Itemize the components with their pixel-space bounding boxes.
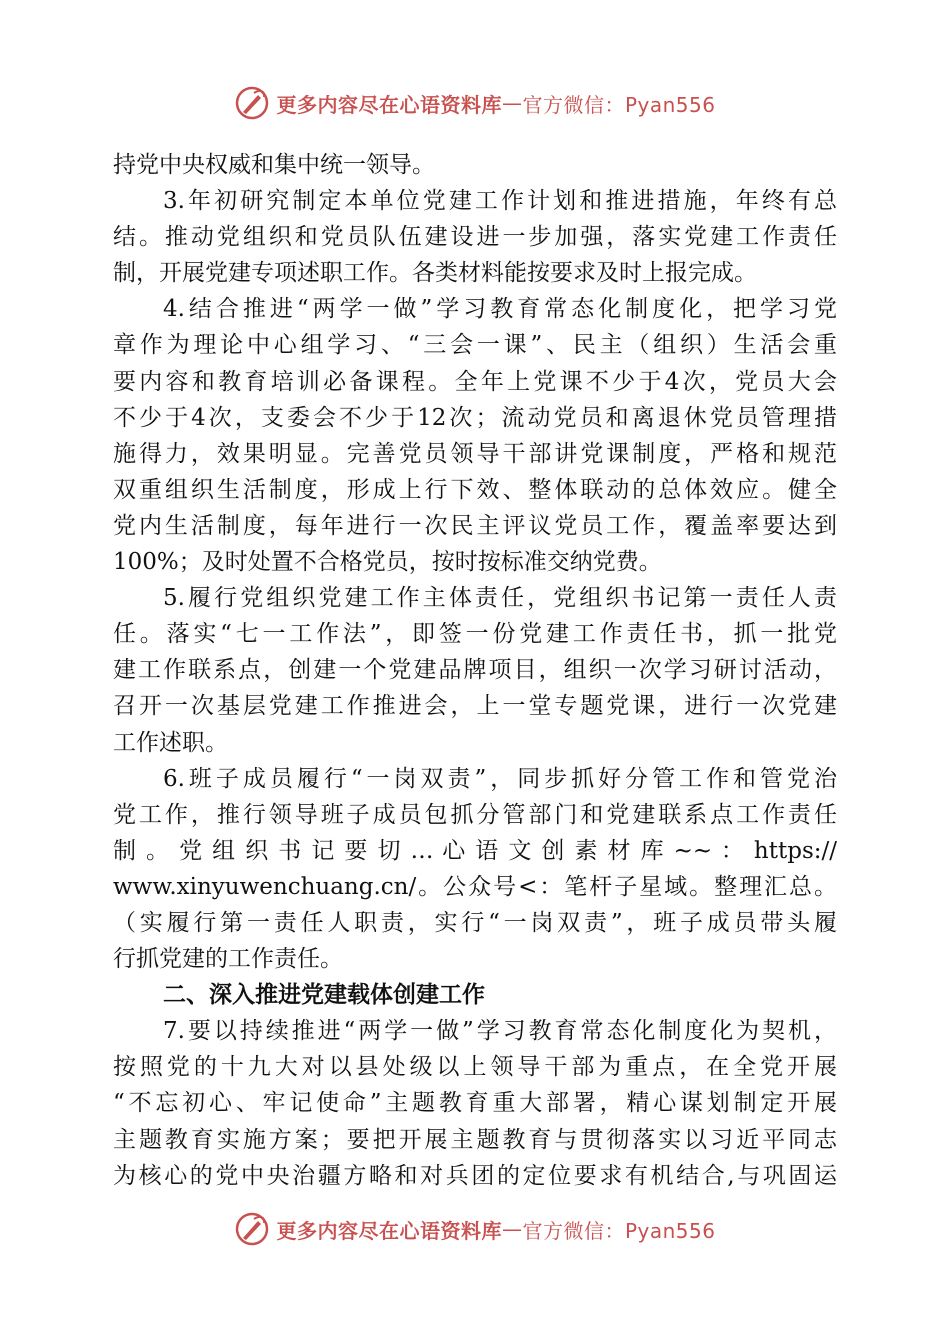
- text-line: 施得力，效果明显。完善党员领导干部讲党课制度，严格和规范: [113, 440, 837, 467]
- text-line: 任。落实“七一工作法”，即签一份党建工作责任书，抓一批党: [113, 621, 837, 648]
- text-line: 持党中央权威和集中统一领导。: [113, 152, 435, 178]
- text-line: 要内容和教育培训必备课程。全年上党课不少于4次，党员大会: [113, 368, 837, 395]
- text-line: 100%；及时处置不合格党员，按时按标准交纳党费。: [113, 549, 662, 576]
- text-line: 3.年初研究制定本单位党建工作计划和推进措施，年终有总: [163, 188, 837, 215]
- text-line: 工作述职。: [113, 729, 228, 756]
- text-line: “不忘初心、牢记使命”主题教育重大部署，精心谋划制定开展: [113, 1090, 837, 1117]
- text-line: 召开一次基层党建工作推进会，上一堂专题党课，进行一次党建: [113, 693, 837, 720]
- text-line: 不少于4次，支委会不少于12次；流动党员和离退休党员管理措: [113, 404, 837, 431]
- text-line: 章作为理论中心组学习、“三会一课”、民主（组织）生活会重: [113, 332, 837, 359]
- footer-watermark-banner: [0, 1209, 950, 1249]
- banner-wechat-text: 官方微信：Pyan556: [522, 92, 716, 117]
- text-line: 建工作联系点，创建一个党建品牌项目，组织一次学习研讨活动，: [113, 657, 837, 684]
- document-body: [113, 147, 837, 1194]
- banner-brand-text: 更多内容尽在心语资料库: [276, 92, 502, 117]
- text-line: 6.班子成员履行“一岗双责”，同步抓好分管工作和管党治: [163, 765, 837, 792]
- text-line: 主题教育实施方案；要把开展主题教育与贯彻落实以习近平同志: [113, 1126, 837, 1153]
- text-line: 5.履行党组织党建工作主体责任，党组织书记第一责任人责: [163, 585, 837, 612]
- section-heading: 二、深入推进党建载体创建工作: [163, 981, 485, 1009]
- text-line: 为核心的党中央治疆方略和对兵团的定位要求有机结合,与巩固运: [113, 1162, 837, 1189]
- banner-wechat-text: 官方微信：Pyan556: [522, 1218, 716, 1243]
- text-line: 制 。 党 组 织 书 记 要 切 … 心 语 文 创 素 材 库 ~~ ： https://: [113, 837, 837, 864]
- quill-pen-logo-icon: [234, 1211, 270, 1247]
- text-line: www.xinyuwenchuang.cn/。公众号<：笔杆子星域。整理汇总。: [113, 873, 837, 900]
- banner-dash: —: [501, 91, 523, 115]
- banner-dash: —: [501, 1217, 523, 1241]
- text-line: 行抓党建的工作责任。: [113, 946, 343, 973]
- quill-pen-logo-icon: [234, 85, 270, 121]
- text-line: 7.要以持续推进“两学一做”学习教育常态化制度化为契机，: [163, 1018, 837, 1045]
- header-watermark-banner: [0, 83, 950, 123]
- text-line: 4.结合推进“两学一做”学习教育常态化制度化，把学习党: [163, 296, 837, 323]
- text-line: 党工作，推行领导班子成员包抓分管部门和党建联系点工作责任: [113, 801, 837, 828]
- text-line: （实履行第一责任人职责，实行“一岗双责”，班子成员带头履: [113, 909, 837, 936]
- text-line: 按照党的十九大对以县处级以上领导干部为重点，在全党开展: [113, 1054, 837, 1081]
- text-line: 结。推动党组织和党员队伍建设进一步加强，落实党建工作责任: [113, 224, 837, 251]
- banner-brand-text: 更多内容尽在心语资料库: [276, 1218, 502, 1243]
- text-line: 制，开展党建专项述职工作。各类材料能按要求及时上报完成。: [113, 260, 757, 287]
- text-line: 双重组织生活制度，形成上行下效、整体联动的总体效应。健全: [113, 476, 837, 503]
- text-line: 党内生活制度，每年进行一次民主评议党员工作，覆盖率要达到: [113, 512, 837, 539]
